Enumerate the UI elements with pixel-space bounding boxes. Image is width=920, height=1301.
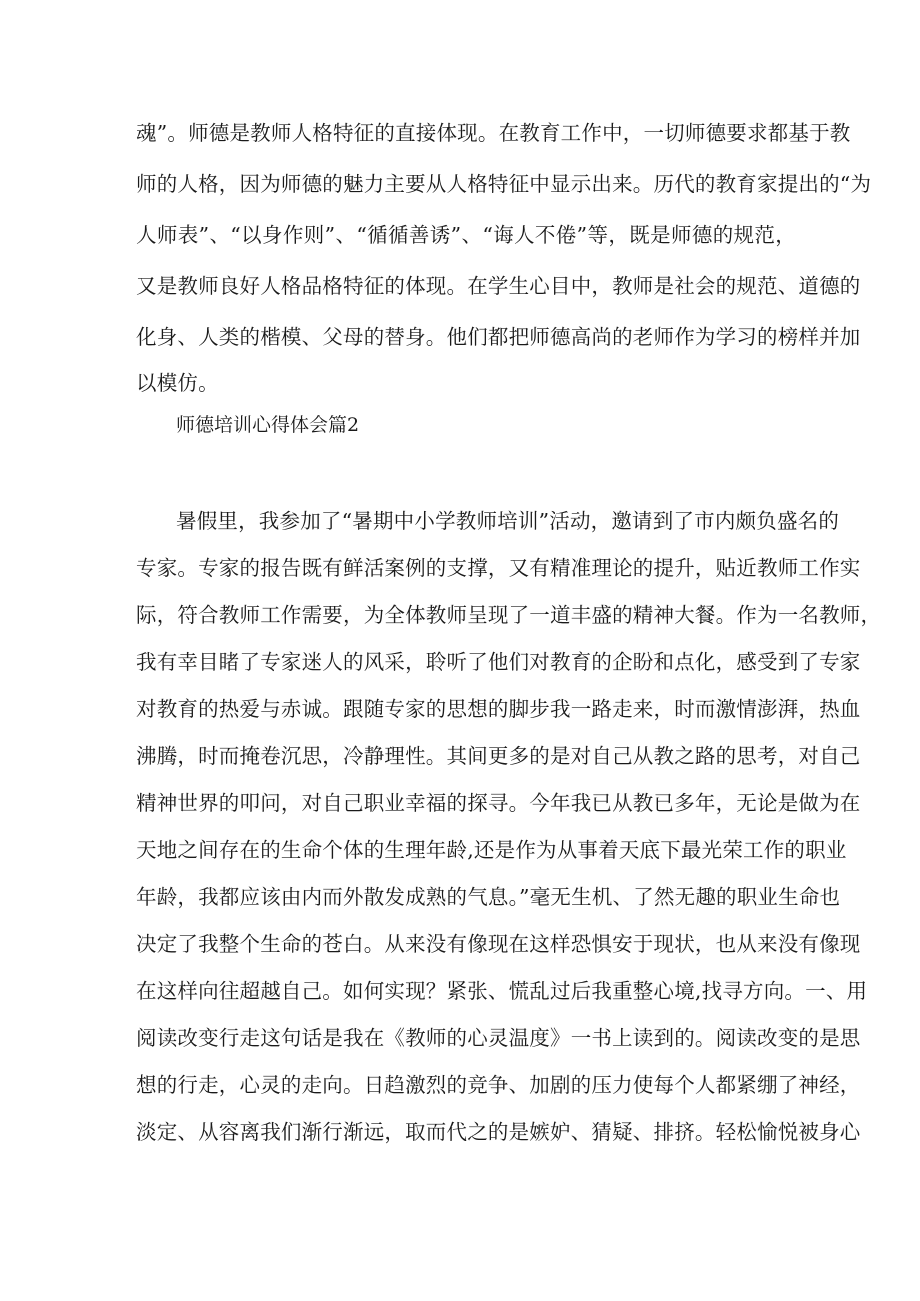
paragraph-2-line: 精神世界的叩问，对自己职业幸福的探寻。今年我已从教已多年，无论是做为在	[136, 791, 861, 815]
paragraph-1-line: 师的人格，因为师德的魅力主要从人格特征中显示出来。历代的教育家提出的“为	[136, 172, 872, 196]
paragraph-2-line: 阅读改变行走这句话是我在《教师的心灵温度》一书上读到的。阅读改变的是思	[136, 1026, 861, 1050]
paragraph-2-line: 专家。专家的报告既有鲜活案例的支撑，又有精准理论的提升，贴近教师工作实	[136, 556, 861, 580]
paragraph-1-line: 又是教师良好人格品格特征的体现。在学生心目中，教师是社会的规范、道德的	[136, 274, 861, 298]
paragraph-2-line: 际，符合教师工作需要，为全体教师呈现了一道丰盛的精神大餐。作为一名教师，	[136, 603, 882, 627]
section-heading: 师德培训心得体会篇2	[176, 414, 360, 436]
paragraph-2-line: 淡定、从容离我们渐行渐远，取而代之的是嫉妒、猜疑、排挤。轻松愉悦被身心	[136, 1120, 861, 1144]
paragraph-2-line: 年龄，我都应该由内而外散发成熟的气息。”毫无生机、了然无趣的职业生命也	[136, 885, 841, 909]
paragraph-1-line: 以模仿。	[136, 371, 219, 395]
paragraph-2-line: 沸腾，时而掩卷沉思，冷静理性。其间更多的是对自己从教之路的思考，对自己	[136, 744, 861, 768]
paragraph-2-line: 我有幸目睹了专家迷人的风采，聆听了他们对教育的企盼和点化，感受到了专家	[136, 650, 861, 674]
paragraph-1-line: 魂”。师德是教师人格特征的直接体现。在教育工作中，一切师德要求都基于教	[136, 121, 851, 145]
paragraph-2-line: 暑假里，我参加了“暑期中小学教师培训”活动，邀请到了市内颇负盛名的	[176, 509, 840, 533]
paragraph-2-line: 在这样向往超越自己。如何实现？紧张、慌乱过后我重整心境,找寻方向。一、用	[136, 979, 868, 1003]
paragraph-1-line: 人师表”、“以身作则”、“循循善诱”、“诲人不倦”等，既是师德的规范，	[136, 223, 796, 247]
paragraph-2-line: 对教育的热爱与赤诚。跟随专家的思想的脚步我一路走来，时而激情澎湃，热血	[136, 697, 861, 721]
paragraph-2-line: 想的行走，心灵的走向。日趋激烈的竞争、加剧的压力使每个人都紧绷了神经，	[136, 1073, 861, 1097]
paragraph-1-line: 化身、人类的楷模、父母的替身。他们都把师德高尚的老师作为学习的榜样并加	[136, 325, 861, 349]
paragraph-2-line: 天地之间存在的生命个体的生理年龄,还是作为从事着天底下最光荣工作的职业	[136, 838, 847, 862]
paragraph-2-line: 决定了我整个生命的苍白。从来没有像现在这样恐惧安于现状，也从来没有像现	[136, 932, 861, 956]
